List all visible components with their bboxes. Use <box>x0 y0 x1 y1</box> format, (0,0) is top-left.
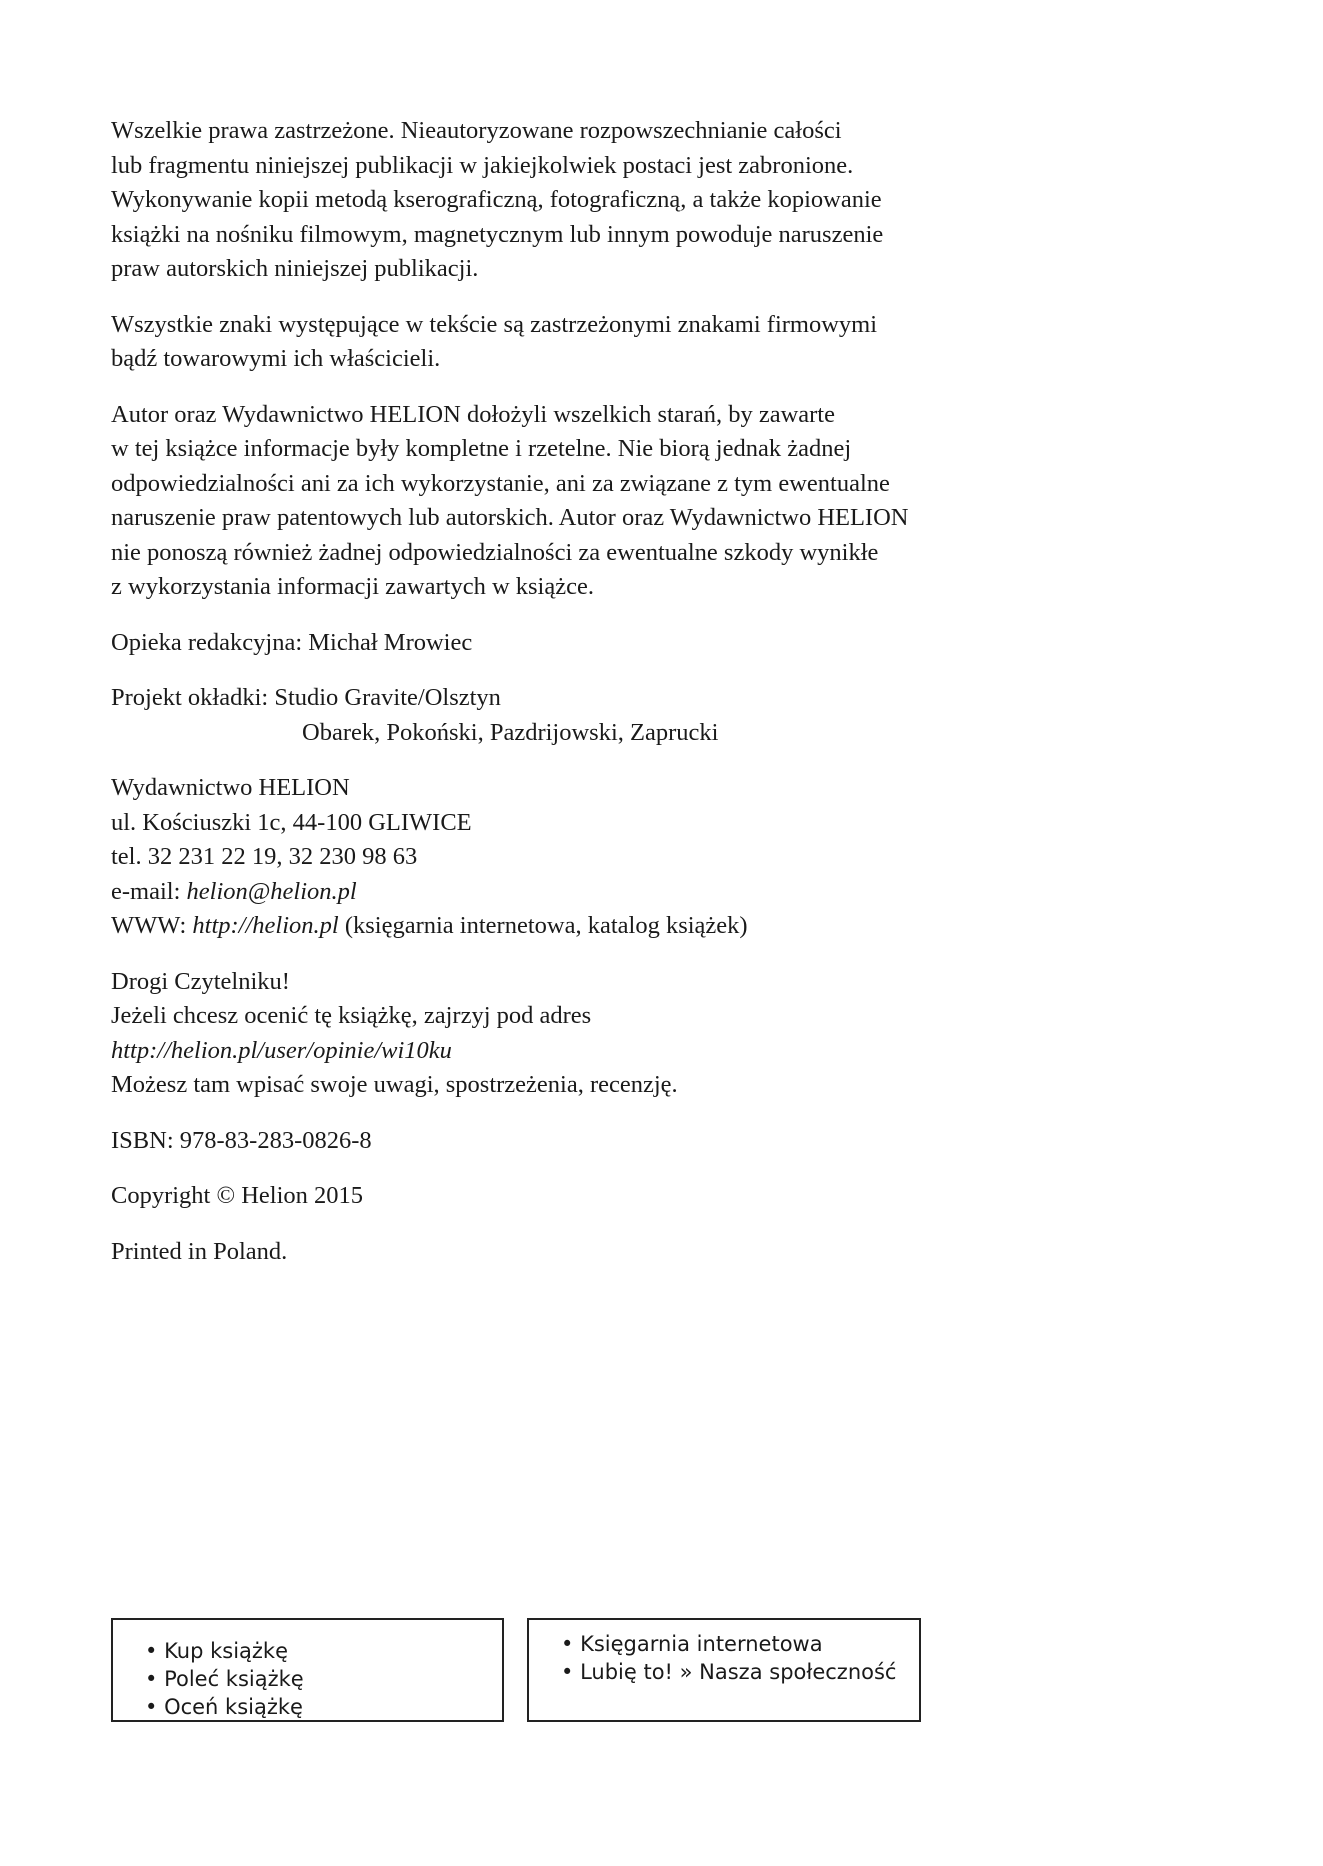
reader-greeting: Drogi Czytelniku! <box>111 967 290 995</box>
community-link[interactable]: • Lubię to! » Nasza społeczność <box>561 1658 919 1686</box>
disclaimer-line: w tej książce informacje były kompletne i rzetelne. Nie biorą jednak żadnej <box>111 435 852 462</box>
trademarks-line: bądź towarowymi ich właścicieli. <box>111 345 441 372</box>
reader-line: Jeżeli chcesz ocenić tę książkę, zajrzyj pod adres <box>111 1002 592 1029</box>
rights-line: książki na nośniku filmowym, magnetycznym lub innym powoduje naruszenie <box>111 220 884 248</box>
www-note: (księgarnia internetowa, katalog książek) <box>338 912 748 939</box>
publisher-phone: tel. 32 231 22 19, 32 230 98 63 <box>111 843 418 870</box>
reader-note <box>111 965 1111 1103</box>
online-bookstore-link[interactable]: • Księgarnia internetowa <box>561 1630 919 1658</box>
editorial-line: Opieka redakcyjna: Michał Mrowiec <box>111 628 473 656</box>
cover-designers-line: Obarek, Pokoński, Pazdrijowski, Zaprucki <box>302 718 719 746</box>
disclaimer-line: odpowiedzialności ani za ich wykorzystanie, ani za związane z tym ewentualne <box>111 469 890 497</box>
rights-line: Wszelkie prawa zastrzeżone. Nieautoryzowane rozpowszechnianie całości <box>111 117 842 144</box>
rights-line: Wykonywanie kopii metodą kserograficzną, fotograficzną, a także kopiowanie <box>111 186 882 213</box>
copyright-line: Copyright © Helion 2015 <box>111 1182 364 1209</box>
editorial-credit <box>111 626 1111 661</box>
recommend-book-link[interactable]: • Poleć książkę <box>145 1665 502 1693</box>
rate-book-link[interactable]: • Oceń książkę <box>145 1693 502 1721</box>
disclaimer-line: naruszenie praw patentowych lub autorskich. Autor oraz Wydawnictwo HELION <box>111 504 909 531</box>
copyright-page <box>111 114 1111 1290</box>
www-link[interactable]: http://helion.pl <box>192 912 339 939</box>
reader-line: Możesz tam wpisać swoje uwagi, spostrzeżenia, recenzję. <box>111 1071 678 1098</box>
publisher-name: Wydawnictwo HELION <box>111 774 350 801</box>
printed-notice <box>111 1235 1111 1270</box>
review-url-link[interactable]: http://helion.pl/user/opinie/wi10ku <box>111 1036 452 1064</box>
rights-line: praw autorskich niniejszej publikacji. <box>111 255 479 282</box>
rights-line: lub fragmentu niniejszej publikacji w jakiejkolwiek postaci jest zabronione. <box>111 151 854 179</box>
disclaimer-line: z wykorzystania informacji zawartych w książce. <box>111 573 594 600</box>
printed-line: Printed in Poland. <box>111 1237 288 1265</box>
isbn <box>111 1124 1111 1159</box>
disclaimer-line: Autor oraz Wydawnictwo HELION dołożyli wszelkich starań, by zawarte <box>111 400 835 428</box>
disclaimer-paragraph <box>111 398 1111 605</box>
publisher-address: ul. Kościuszki 1c, 44-100 GLIWICE <box>111 808 472 836</box>
email-link[interactable]: helion@helion.pl <box>186 877 357 905</box>
www-label: WWW: <box>111 912 193 939</box>
trademarks-line: Wszystkie znaki występujące w tekście są zastrzeżonymi znakami firmowymi <box>111 310 878 338</box>
publisher-email-line <box>111 875 1111 910</box>
buy-book-link[interactable]: • Kup książkę <box>145 1637 502 1665</box>
isbn-line: ISBN: 978-83-283-0826-8 <box>111 1126 372 1154</box>
cover-credit <box>111 681 1111 750</box>
rights-paragraph <box>111 114 1111 287</box>
trademarks-paragraph <box>111 308 1111 377</box>
email-label: e-mail: <box>111 877 187 905</box>
publisher-block <box>111 771 1111 944</box>
community-box <box>527 1618 921 1722</box>
disclaimer-line: nie ponoszą również żadnej odpowiedzialności za ewentualne szkody wynikłe <box>111 538 879 566</box>
copyright-notice <box>111 1179 1111 1214</box>
publisher-www-line <box>111 909 1111 944</box>
cover-line: Projekt okładki: Studio Gravite/Olsztyn <box>111 684 501 711</box>
book-actions-box <box>111 1618 504 1722</box>
